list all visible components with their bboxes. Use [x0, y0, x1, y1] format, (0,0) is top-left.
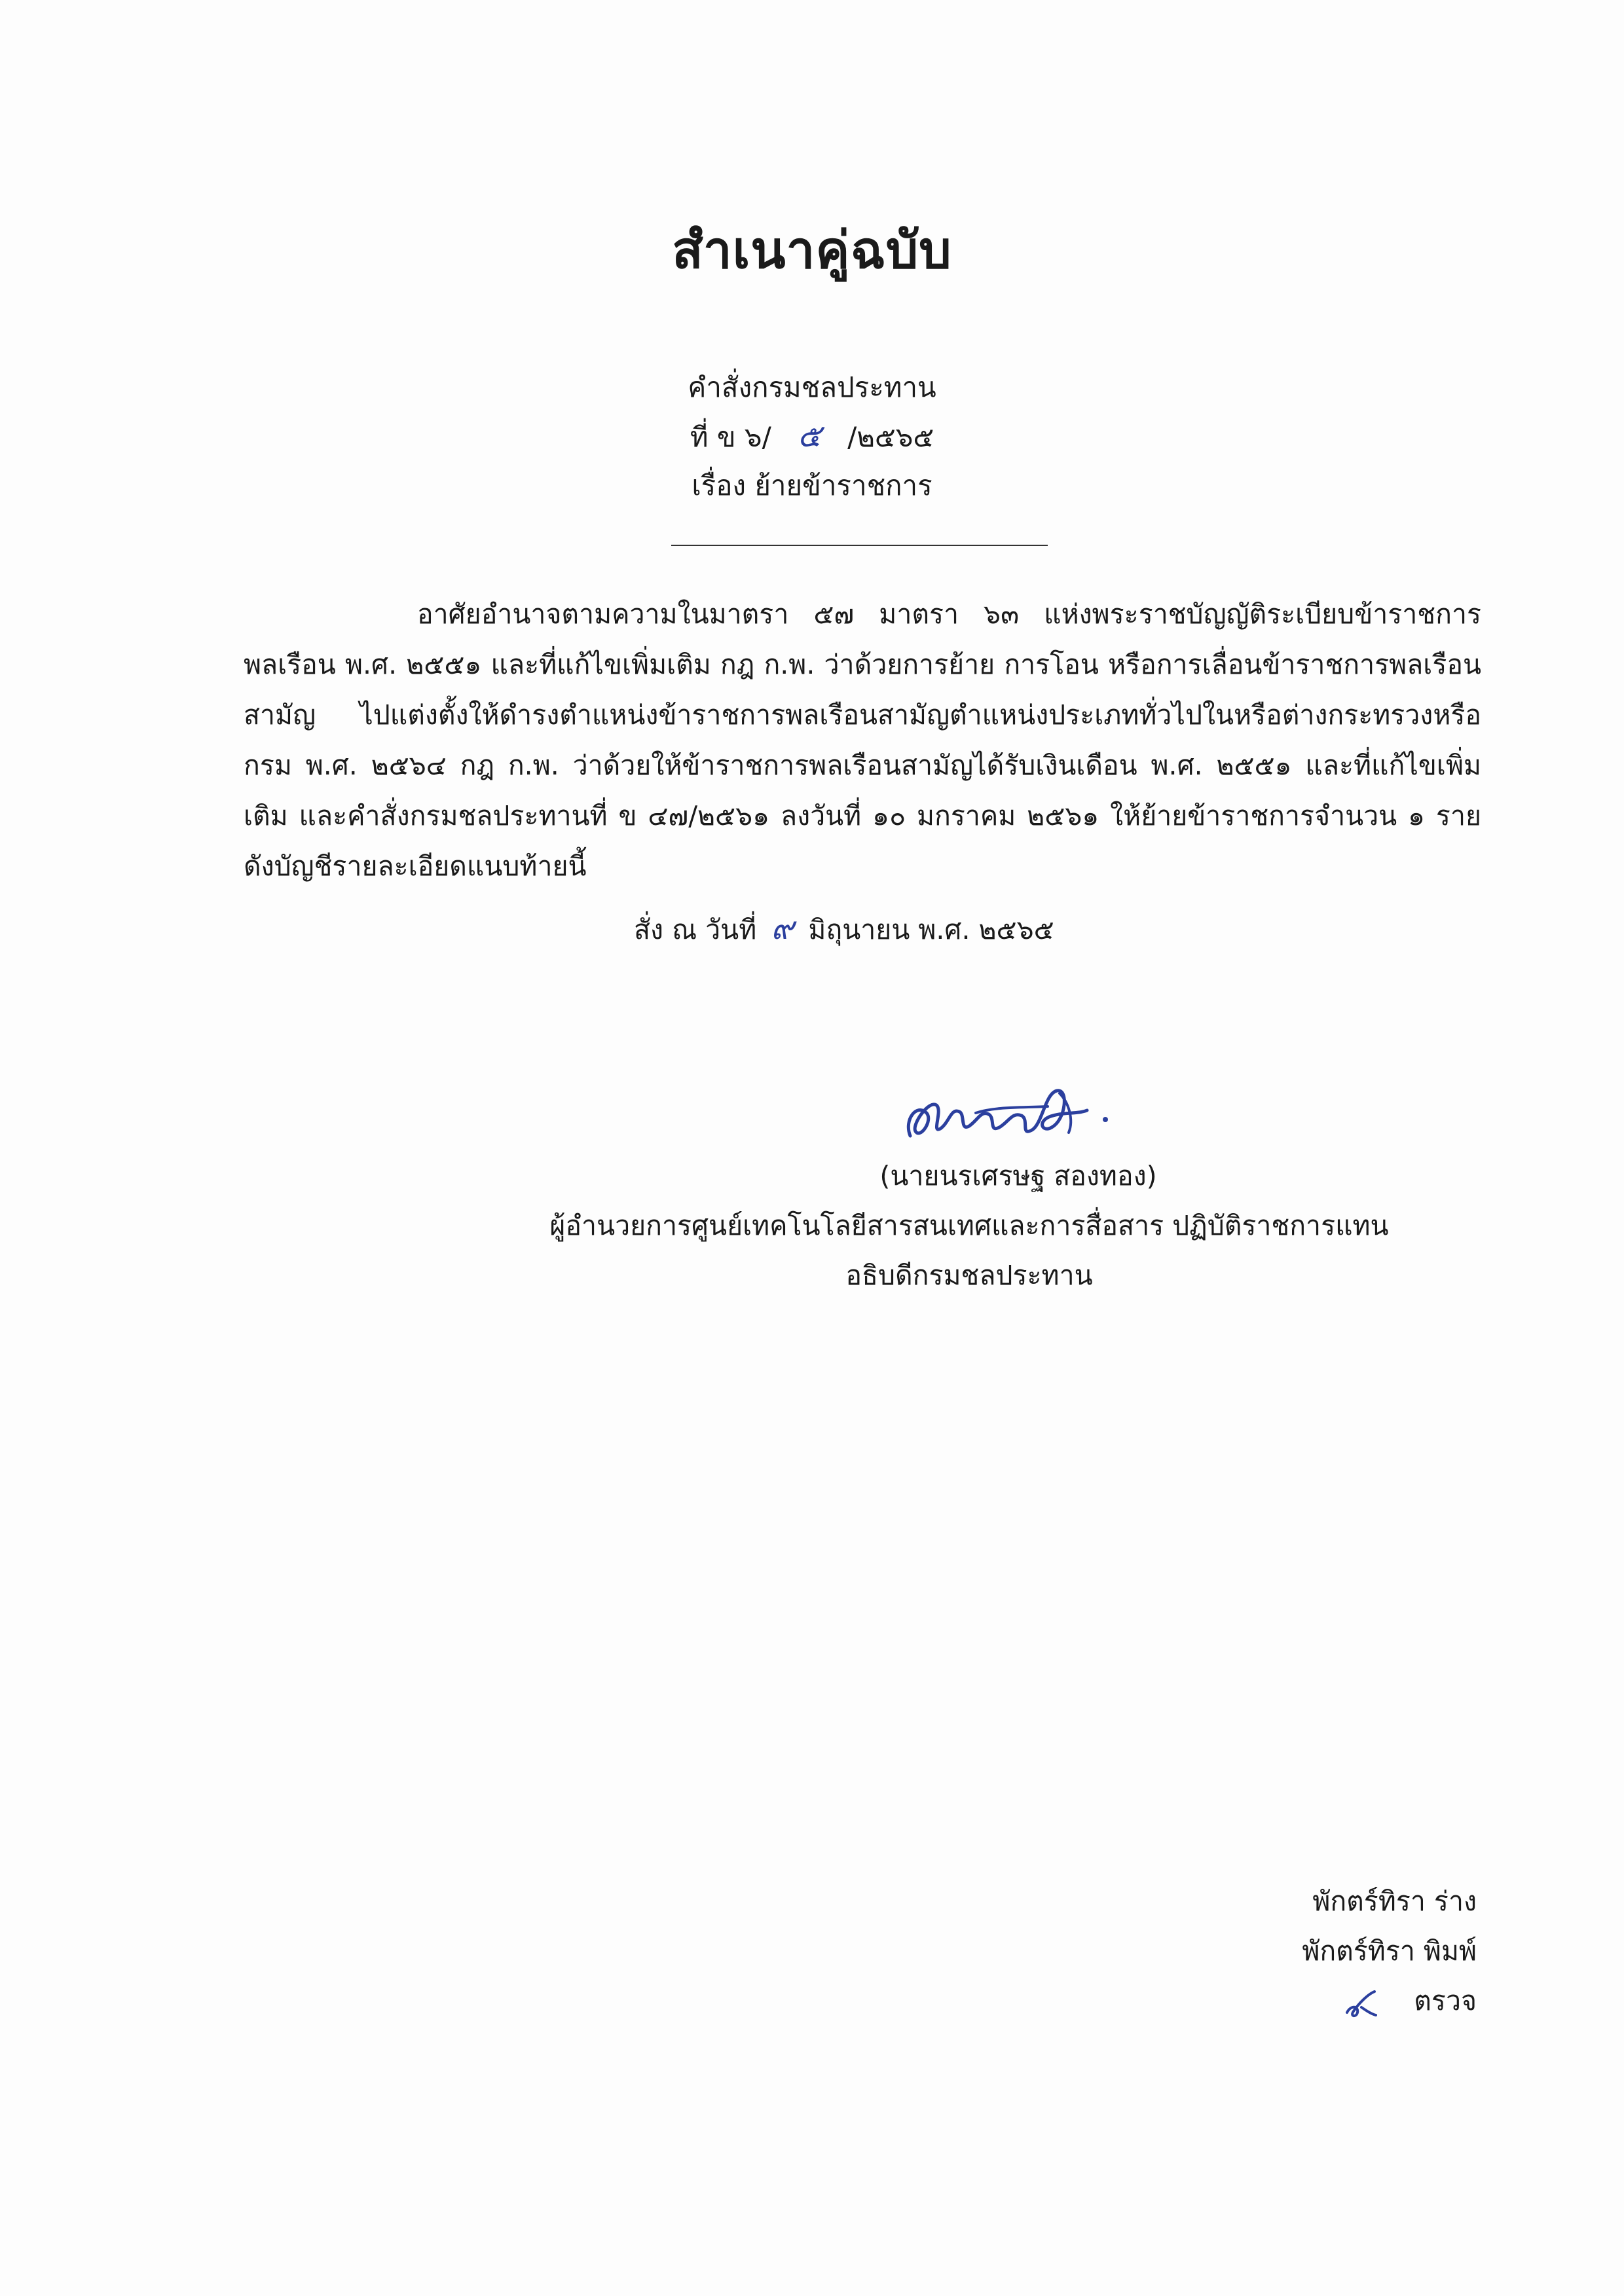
order-date-prefix: สั่ง ณ วันที่	[634, 914, 757, 945]
reference-number	[0, 412, 1624, 462]
signer-block	[537, 1151, 1401, 1300]
checked-by	[1302, 1976, 1477, 2026]
typed-by: พักตร์ทิรา พิมพ์	[1302, 1935, 1477, 1967]
footer-initials	[1302, 1876, 1477, 2026]
document-title: สำเนาคู่ฉบับ	[672, 221, 952, 280]
drafted-by: พักตร์ทิรา ร่าง	[1312, 1886, 1477, 1917]
subject-line: เรื่อง ย้ายข้าราชการ	[692, 469, 932, 501]
checked-label: ตรวจ	[1414, 1985, 1477, 2016]
order-date	[634, 903, 1054, 955]
order-header	[0, 363, 1624, 510]
signer-on-behalf: อธิบดีกรมชลประทาน	[845, 1260, 1093, 1291]
body-paragraph: อาศัยอำนาจตามความในมาตรา ๕๗ มาตรา ๖๓ แห่งพระราชบัญญัติระเบียบข้าราชการพลเรือน พ.ศ. ๒๕๕๑ และที่แก้ไขเพิ่มเติม กฎ ก.พ. ว่าด้วยการย้าย การโอน หรือการเลื่อนข้าราชการพลเรือนสามัญ ไปแต่งตั้งให้ดำรงตำแหน่งข้าราชการพลเรือนสามัญตำแหน่งประเภททั่วไปในหรือต่างกระทรวงหรือกรม พ.ศ. ๒๕๖๔ กฎ ก.พ. ว่าด้วยให้ข้าราชการพลเรือนสามัญได้รับเงินเดือน พ.ศ. ๒๕๕๑ และที่แก้ไขเพิ่มเติม และคำสั่งกรมชลประทานที่ ข ๔๗/๒๕๖๑ ลงวันที่ ๑๐ มกราคม ๒๕๖๑ ให้ย้ายข้าราชการจำนวน ๑ ราย ดังบัญชีรายละเอียดแนบท้ายนี้	[244, 598, 1481, 882]
issuer-line: คำสั่งกรมชลประทาน	[688, 371, 936, 403]
order-date-suffix: มิถุนายน พ.ศ. ๒๕๖๕	[808, 914, 1054, 945]
reference-handwritten-number: ๕	[797, 418, 822, 454]
reference-suffix: /๒๕๖๕	[847, 421, 934, 453]
handwritten-signature	[897, 1074, 1133, 1159]
header-divider	[671, 545, 1048, 546]
signer-name: (นายนรเศรษฐ สองทอง)	[879, 1160, 1157, 1192]
signer-position: ผู้อำนวยการศูนย์เทคโนโลยีสารสนเทศและการสื่อสาร ปฏิบัติราชการแทน	[549, 1210, 1389, 1241]
order-date-day-handwritten: ๙	[771, 910, 794, 947]
handwritten-initial-mark	[1342, 1986, 1381, 2019]
reference-prefix: ที่ ข ๖/	[690, 421, 771, 453]
